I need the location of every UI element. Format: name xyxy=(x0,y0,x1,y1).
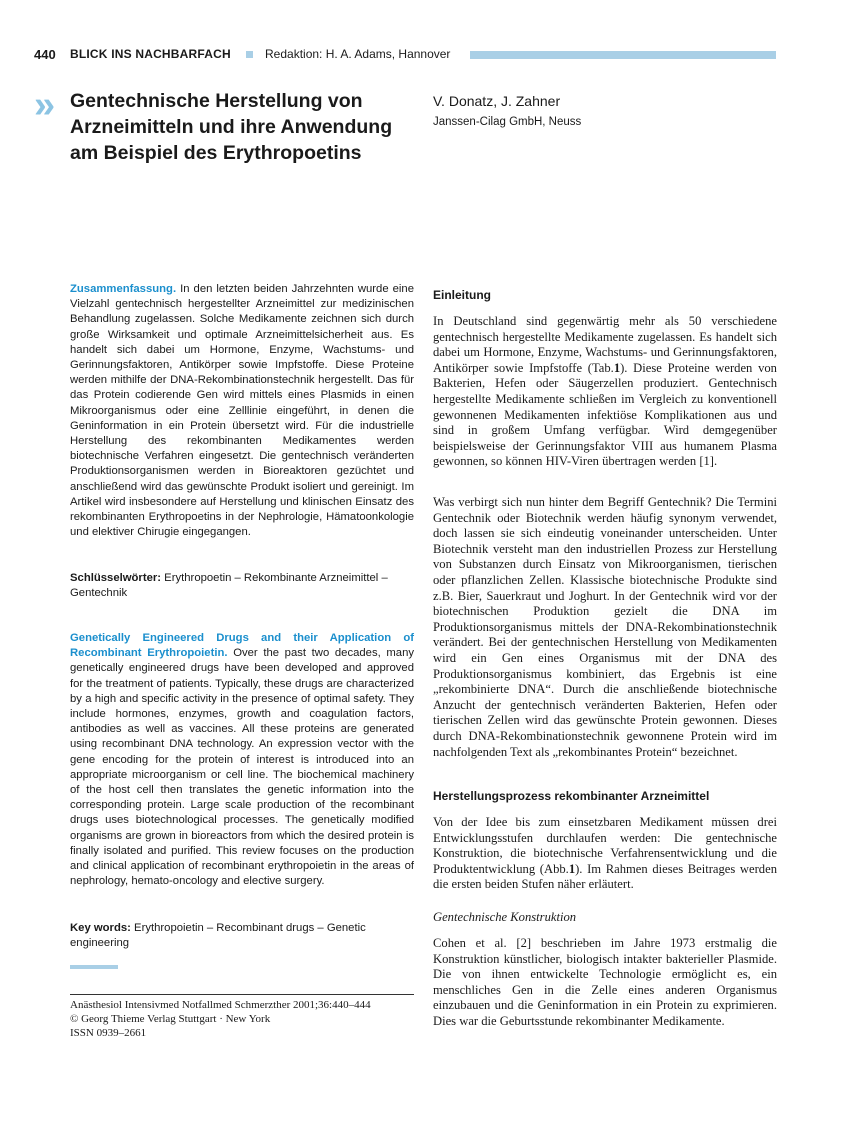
abstract-english xyxy=(70,631,414,889)
keywords-english-label: Key words: xyxy=(70,922,131,934)
paragraph-text: Von der Idee bis zum einsetzbaren Medikament müssen drei Entwicklungsstufen durchlaufen werden: Die gentechnische Konstruktion, die biotechnische Verfahrensentwicklung und die Produktentwicklung (Abb. xyxy=(433,815,777,876)
citation-publisher: © Georg Thieme Verlag Stuttgart · New York xyxy=(70,1013,271,1026)
abstract-english-label: Genetically Engineered Drugs and their Application of Recombinant Erythropoietin. xyxy=(70,632,414,660)
section-heading-process: Herstellungsprozess rekombinanter Arzneimittel xyxy=(433,789,710,803)
keywords-german-text: Erythropoetin – Rekombinante Arzneimittel – Gentechnik xyxy=(70,572,388,600)
keywords-german xyxy=(70,571,414,601)
article-title xyxy=(70,88,422,166)
authors: V. Donatz, J. Zahner xyxy=(433,93,561,109)
paragraph-intro-1 xyxy=(433,314,777,470)
keywords-german-label: Schlüsselwörter: xyxy=(70,572,162,584)
affiliation: Janssen-Cilag GmbH, Neuss xyxy=(433,116,582,128)
title-line-2: Arzneimitteln und ihre Anwendung xyxy=(70,116,393,138)
section-heading-intro: Einleitung xyxy=(433,288,491,302)
quote-mark-icon: » xyxy=(34,84,53,126)
abstract-german xyxy=(70,282,414,540)
header-square-marker xyxy=(246,51,253,58)
paragraph-text: In Deutschland sind gegenwärtig mehr als 50 verschiedene gentechnisch hergestellte Medikamente zugelassen. Es handelt sich dabei um Hormone, Enzyme, Wachstums- und Gerinnungsfaktoren, Antikörper sowie Impfstoffe (Tab. xyxy=(433,314,777,375)
section-label: BLICK INS NACHBARFACH xyxy=(70,47,231,61)
footer-divider xyxy=(70,994,414,995)
paragraph-construction: Cohen et al. [2] beschrieben im Jahre 1973 erstmalig die Konstruktion künstlicher, biologisch intakter bakterieller Plasmide. Die von ihnen entwickelte Technologie ermöglicht es, ein menschliches Gen in die Zelle eines anderen Organismus einzubauen und die Geninformation in ein Protein zu exprimieren. Dies war die Geburtsstunde rekombinanter Medikamente. xyxy=(433,936,777,1028)
abstract-english-text: Over the past two decades, many genetically engineered drugs have been developed and approved for the treatment of patients. Typically, these drugs are characterized by a high and specific activity in the presence of optimal safety. They include hormones, enzymes, growth and coagulation factors, antibodies as well as vaccines. All these proteins are generated using recombinant DNA technology. An expression vector with the gene encoding for the protein of interest is introduced into an appropriate microorganism or cell line. The biochemical machinery of the host cell then translates the genetic information into the corresponding protein. Large scale production of the recombinant drugs uses biotechnological processes. The genetically modified organisms are grown in bioreactors from which the desired protein is finally isolated and purified. This review focuses on the production and clinical application of recombinant erythropoietin in the areas of nephrology, hemato-oncology and elective surgery. xyxy=(70,647,414,888)
editor-line: Redaktion: H. A. Adams, Hannover xyxy=(265,47,451,61)
title-line-1: Gentechnische Herstellung von xyxy=(70,90,363,112)
subsection-heading: Gentechnische Konstruktion xyxy=(433,910,577,924)
abstract-german-text: In den letzten beiden Jahrzehnten wurde eine Vielzahl gentechnisch hergestellter Arzneimittel zur medizinischen Behandlung zugelassen. Solche Medikamente zeichnen sich durch große Wirksamkeit und optimale Arzneimittelsicherheit aus. Es handelt sich dabei um Hormone, Enzyme, Wachstums- und Gerinnungsfaktoren, Antikörper sowie Impfstoffe. Diese Proteine werden mithilfe der DNA-Rekombinationstechnik hergestellt. Das für das Protein codierende Gen wird mittels eines Plasmids in einen Mikroorganismus oder eine Zelllinie eingeführt, in denen die Geninformation in ein Protein übersetzt wird. Für die industrielle Herstellung des rekombinanten Medikamentes werden biotechnische Verfahren eingesetzt. Die gentechnisch veränderten Produktionsorganismen werden in Bioreaktoren gezüchtet und anschließend wird das gewünschte Produkt isoliert und gereinigt. Im Artikel wird insbesondere auf Herstellung und klinischen Einsatz des rekombinanten Erythropoetins in der Nephrologie, Hämatoonkologie und elektiver Chirugie eingegangen. xyxy=(70,283,414,539)
citation-issn: ISSN 0939–2661 xyxy=(70,1027,147,1040)
paragraph-text: ). Diese Proteine werden von Bakterien, Hefen oder Säugerzellen produziert. Gentechnisch hergestellte Medikamente schließen im Vergleich zu konventionell gewonnenen Medikamenten infektiöse Komplikationen aus und sind in großem Umfang verfügbar. Wird demgegenüber beispielsweise der Gerinnungsfaktor VIII aus humanem Plasma gewonnen, so können HIV-Viren übertragen werden [1]. xyxy=(433,360,777,469)
page-number: 440 xyxy=(34,47,56,62)
keywords-english-text: Erythropoietin – Recombinant drugs – Genetic engineering xyxy=(70,922,366,950)
paragraph-text: ). Im Rahmen dieses Beitrages werden die ersten beiden Stufen näher erläutert. xyxy=(433,861,777,892)
paragraph-intro-2: Was verbirgt sich nun hinter dem Begriff Gentechnik? Die Termini Gentechnik oder Biotechnik werden häufig synonym verwendet, doch lassen sie sich eindeutig voneinander unterscheiden. Unter Biotechnik versteht man den industriellen Prozess zur Herstellung von Substanzen durch Einsatz von Mikroorganismen, tierischen oder pflanzlichen Zellen. Klassische biotechnische Produkte sind z.B. Bier, Sauerkraut und Joghurt. In der Gentechnik wird vor der biotechnischen Produktion gezielt die DNA im Produktionsorganismus mittels der DNA-Rekombinationstechnik verändert. Bei der gentechnischen Herstellung von Medikamenten wird ein Gen eines Organismus mit der DNA des Produktionsorganismus kombiniert, das Ergebnis ist eine „rekombinierte DNA“. Durch die anschließende biotechnische Anzucht der gentechnisch veränderten Bakterien, Hefen oder tierischen Zellen wird das gewünschte Protein gewonnen. Dieses durch DNA-Rekombinationstechnik gewonnene Protein wird im nachfolgenden Text als „rekombinantes Protein“ bezeichnet. xyxy=(433,495,777,759)
short-divider xyxy=(70,965,118,969)
abstract-german-label: Zusammenfassung. xyxy=(70,283,177,295)
paragraph-process xyxy=(433,815,777,893)
header-bar xyxy=(470,51,776,59)
citation-block xyxy=(70,998,414,1041)
figure-reference: 1 xyxy=(568,861,576,876)
citation-journal: Anästhesiol Intensivmed Notfallmed Schmerzther 2001;36:440–444 xyxy=(70,999,371,1011)
title-line-3: am Beispiel des Erythropoetins xyxy=(70,142,362,164)
keywords-english xyxy=(70,921,414,951)
table-reference: 1 xyxy=(613,360,621,375)
